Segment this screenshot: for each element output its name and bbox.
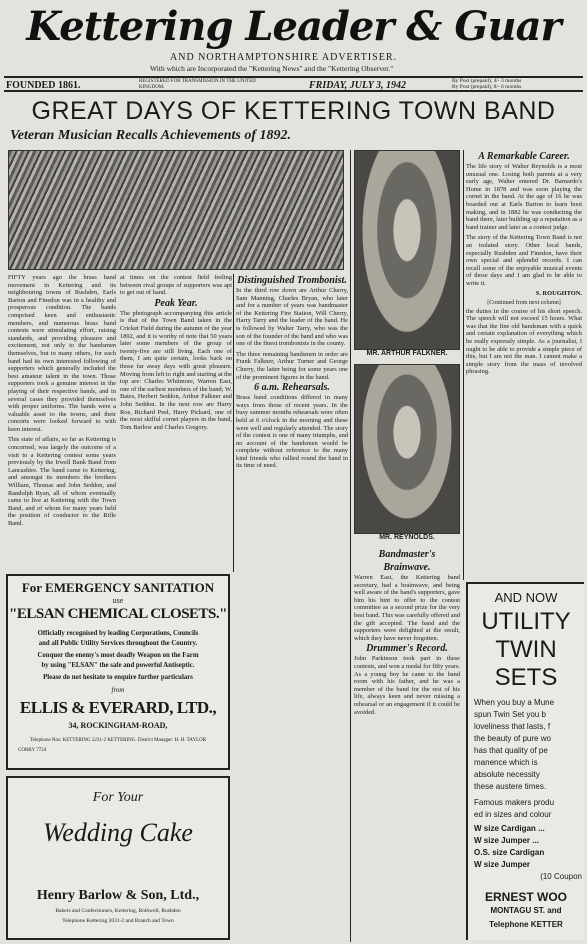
ad-address: 34, ROCKINGHAM-ROAD, (68, 721, 168, 730)
ad-headline: TWIN (495, 636, 557, 663)
article-paragraph: the duties in the course of his short speech. The speech will not exceed 15 hours. What was that the fine old bandsman with a quick and certain explanation of everything which he really expressly simple. As a journalist, I ought to be able to provide a simple piece of this, but I am not the man. I cannot make a simple story from the mass of involved phrasing. (466, 307, 582, 376)
ad-text: has that quality of pe (474, 746, 548, 755)
ad-text: Please do not hesitate to enquire further particulars (43, 674, 193, 681)
ad-price-item: W size Jumper (474, 860, 531, 869)
ad-text: For EMERGENCY SANITATION (21, 580, 215, 595)
article-paragraph: The three remaining bandsmen in order are Frank Falkner, Arthur Turner and George Cherry, the latter being for some years one of the prominent figures in the band. (236, 350, 348, 381)
section-heading-rehearsals: 6 a.m. Rehearsals. (254, 382, 330, 394)
article-paragraph: The life story of Walter Reynolds is a most unusual one. Losing both parents at a very early age, Walter entered Dr. Barnardo's Home in 1878 and was soon playing the cornet in the band. At the age of 16 he was boarded out at Earls Barton to learn boot making, and in 1882 he was conducting the band there, later building up a reputation as a band trainer and later as a contest judge. (466, 163, 582, 231)
founded-label: FOUNDED 1861. (6, 80, 81, 91)
ad-text: from (111, 686, 125, 694)
ad-text: loveliness that lasts, f (474, 722, 551, 731)
article-column-1 (8, 274, 116, 564)
section-heading-drummer: Drummer's Record. (366, 643, 448, 655)
portrait-caption: MR. REYNOLDS. (379, 534, 435, 541)
article-column-4 (354, 548, 460, 942)
masthead-subtitle: AND NORTHAMPTONSHIRE ADVERTISER. (170, 52, 398, 63)
ad-company-name: ERNEST WOO (484, 890, 567, 904)
ad-price-item: W size Cardigan ... (474, 824, 545, 833)
ad-headline: Wedding Cake (43, 818, 193, 847)
section-heading-career: A Remarkable Career. (478, 151, 570, 162)
masthead-incorporated: With which are Incorporated the "Kettering News" and the "Kettering Observer." (150, 64, 394, 73)
ad-text: absolute necessity (474, 770, 540, 779)
ad-company-name: Henry Barlow & Son, Ltd., (36, 888, 200, 903)
portrait-arthur-falkner (354, 150, 460, 350)
ad-text: Officially recognised by leading Corporations, Councils (37, 630, 199, 637)
ad-text: Telephone Kettering 2031-2 and Branch and Town (62, 918, 174, 924)
ad-price-item: O.S. size Cardigan (474, 848, 545, 857)
ad-telephone: Telephone KETTER (489, 920, 563, 929)
ad-text: manence which is (474, 758, 538, 767)
page-subheadline: Veteran Musician Recalls Achievements of 1892. (10, 128, 292, 143)
advert-elsan (6, 574, 230, 770)
article-paragraph: This state of affairs, so far as Kettering is concerned, was largely the outcome of a visit to a Kettering contest some years previously by the Irwell Bank Band from Lancashire. The band came to Kettering, and amongst its members the brothers William, Thomas and John Seddon, and Randolph Ryan, all of whom eventually came to live at Kettering with the Town Band, and of whom for many years held the position of conductor to the Rifle Band. (8, 436, 116, 527)
ad-text: Conquer the enemy's most deadly Weapon on the Farm (37, 652, 199, 659)
registered-label: REGISTERED FOR TRANSMISSION IN THE UNITED KINGDOM. (139, 79, 256, 90)
ad-text: Bakers and Confectioners, Kettering, Rothwell, Rushden (55, 908, 181, 914)
ad-text: spun Twin Set you b (474, 710, 546, 719)
ad-headline: SETS (494, 664, 558, 691)
ad-text: these austere times. (474, 782, 547, 791)
article-paragraph: Brass band conditions differed in many ways from those of recent years. In the busy summer months rehearsals were often held at 6 o'clock in the morning and these were well and regularly attended. The story of the contest is one of many triumphs, and no account of the bandsmen would be complete without reference to the many kind friends who rallied round the band in its time of need. (236, 394, 348, 470)
post-price-1: By Post (prepaid), 4/- 3 months (452, 78, 522, 84)
ad-text: and all Public Utility Services throughout the Country. (38, 640, 198, 647)
ad-text: use (112, 596, 124, 605)
portrait-caption: MR. ARTHUR FALKNER. (366, 350, 448, 357)
ad-text: AND NOW (494, 590, 558, 605)
article-column-2 (120, 274, 232, 564)
section-heading-brainwave: Bandmaster's Brainwave. (378, 549, 436, 573)
ad-company-name: ELLIS & EVERARD, LTD., (19, 698, 217, 717)
continued-note: [Continued from next column] (487, 300, 561, 307)
advert-twin-sets (466, 582, 584, 940)
section-heading-trombonist: Distinguished Trombonist. (237, 275, 347, 286)
post-price-2: By Post (prepaid), 8/- 6 months (452, 84, 522, 90)
article-paragraph: at times on the contest field feeling between rival groups of supporters was apt to get out of hand. (120, 274, 232, 297)
column-rule (350, 150, 351, 942)
band-photograph (8, 150, 344, 270)
ad-text: Famous makers produ (474, 798, 555, 807)
portrait-reynolds (354, 364, 460, 534)
article-paragraph: FIFTY years ago the brass band movement in Kettering and its neighbouring towns of Rushden, Earls Barton and Finedon was in a healthy and prosperous condition. The bands comprised keen and enthusiastic members, and numerous brass band contests were stimulating effort, raising standards, and providing pleasure and excitement, not only to the bandsmen themselves, but to many others, for each band had its own interested following of supporters which generally included the best amateur talent in the town. Those supporters took a genuine interest in the playing of their respective bands, and in several cases they provided themselves with proper uniforms. The bands were a valuable asset to the towns, and their concerts were looked forward to with keen interest. (8, 274, 116, 433)
ad-headline: UTILITY (481, 608, 571, 635)
dateline-bar (4, 76, 583, 92)
ad-telephone-corby: CORBY 7724 (18, 748, 47, 753)
article-signature: S. ROUGHTON. (535, 289, 582, 297)
section-heading-peak-year: Peak Year. (154, 297, 198, 309)
column-rule (233, 274, 234, 572)
advert-wedding-cake (6, 776, 230, 940)
ad-address: MONTAGU ST. and (490, 906, 562, 915)
page-headline: GREAT DAYS OF KETTERING TOWN BAND (31, 97, 556, 125)
ad-text: ed in sizes and colour (474, 810, 552, 819)
column-rule (463, 150, 464, 580)
ad-text: by using "ELSAN" the safe and powerful Antiseptic. (41, 662, 195, 669)
article-paragraph: In the third row down are Arthur Cherry, Sam Manning, Charles Bryan, who later and for a number of years was bandmaster of the Kettering Fire Station, Will Cherry, Harry Tarry and the leader of the band. He is followed by Walter Tarry, who was the son of the founder of the band and who was one of the finest trombonists in the county. (236, 287, 348, 348)
ad-text: For Your (92, 790, 144, 805)
article-paragraph: The story of the Kettering Town Band is not an isolated story. Other local bands, especially Rushden and Finedon, have their own special and splendid records. I can recall some of the enjoyable musical events of those days and I am glad to be able to write it. (466, 234, 582, 287)
article-paragraph: The photograph accompanying this article is that of the Town Band taken in the Cricket Field during the autumn of the year 1892, and it is worthy of note that 50 years later some members of the group of twenty-five are still living. Each one of them, I am quite certain, looks back on those far away days with great pleasure. Moving from left to right and starting at the top are: Charles Whitmore, Warren East, one of the earliest members of the band; W. Bates, Herbert Seddon, Arthur Falkner and John Seddon. In the next row are Harry Roe, Richard Peel, Harry Pickard, one of the most skilful cornet players in the band, Tom Barlow and Charles Gregory. (120, 309, 232, 431)
article-column-3 (236, 274, 348, 942)
ad-price-item: W size Jumper ... (474, 836, 539, 845)
ad-telephone: Telephone Nos: KETTERING 2231-2 KETTERING. District Manager: H. H. TAYLOR (29, 738, 207, 743)
article-column-5 (466, 150, 582, 578)
ad-text: When you buy a Mune (474, 698, 555, 707)
masthead-title: Kettering Leader & Guar (26, 3, 561, 50)
ad-text: "ELSAN CHEMICAL CLOSETS." (9, 606, 227, 622)
article-paragraph: Warren East, the Kettering band secretary, had a brainwave, and being well aware of the band's supporters, gave him his hint to offer to the contest committee as a second prize for the very best band. This was carefully offered and the gift accepted. The band and the supporters were delighted at the result, which they have never forgotten. (354, 574, 460, 642)
article-paragraph: John Parkinson took part in these contests, and won a medal for fifty years. As a young boy he came to the band room with his father, and he was a member of the band for the rest of his life, always keen and never missing a rehearsal or an engagement if it could be avoided. (354, 655, 460, 716)
issue-date: FRIDAY, JULY 3, 1942 (309, 80, 406, 91)
ad-text: the beauty of pure wo (474, 734, 551, 743)
ad-coupons: (10 Coupon (540, 872, 582, 881)
